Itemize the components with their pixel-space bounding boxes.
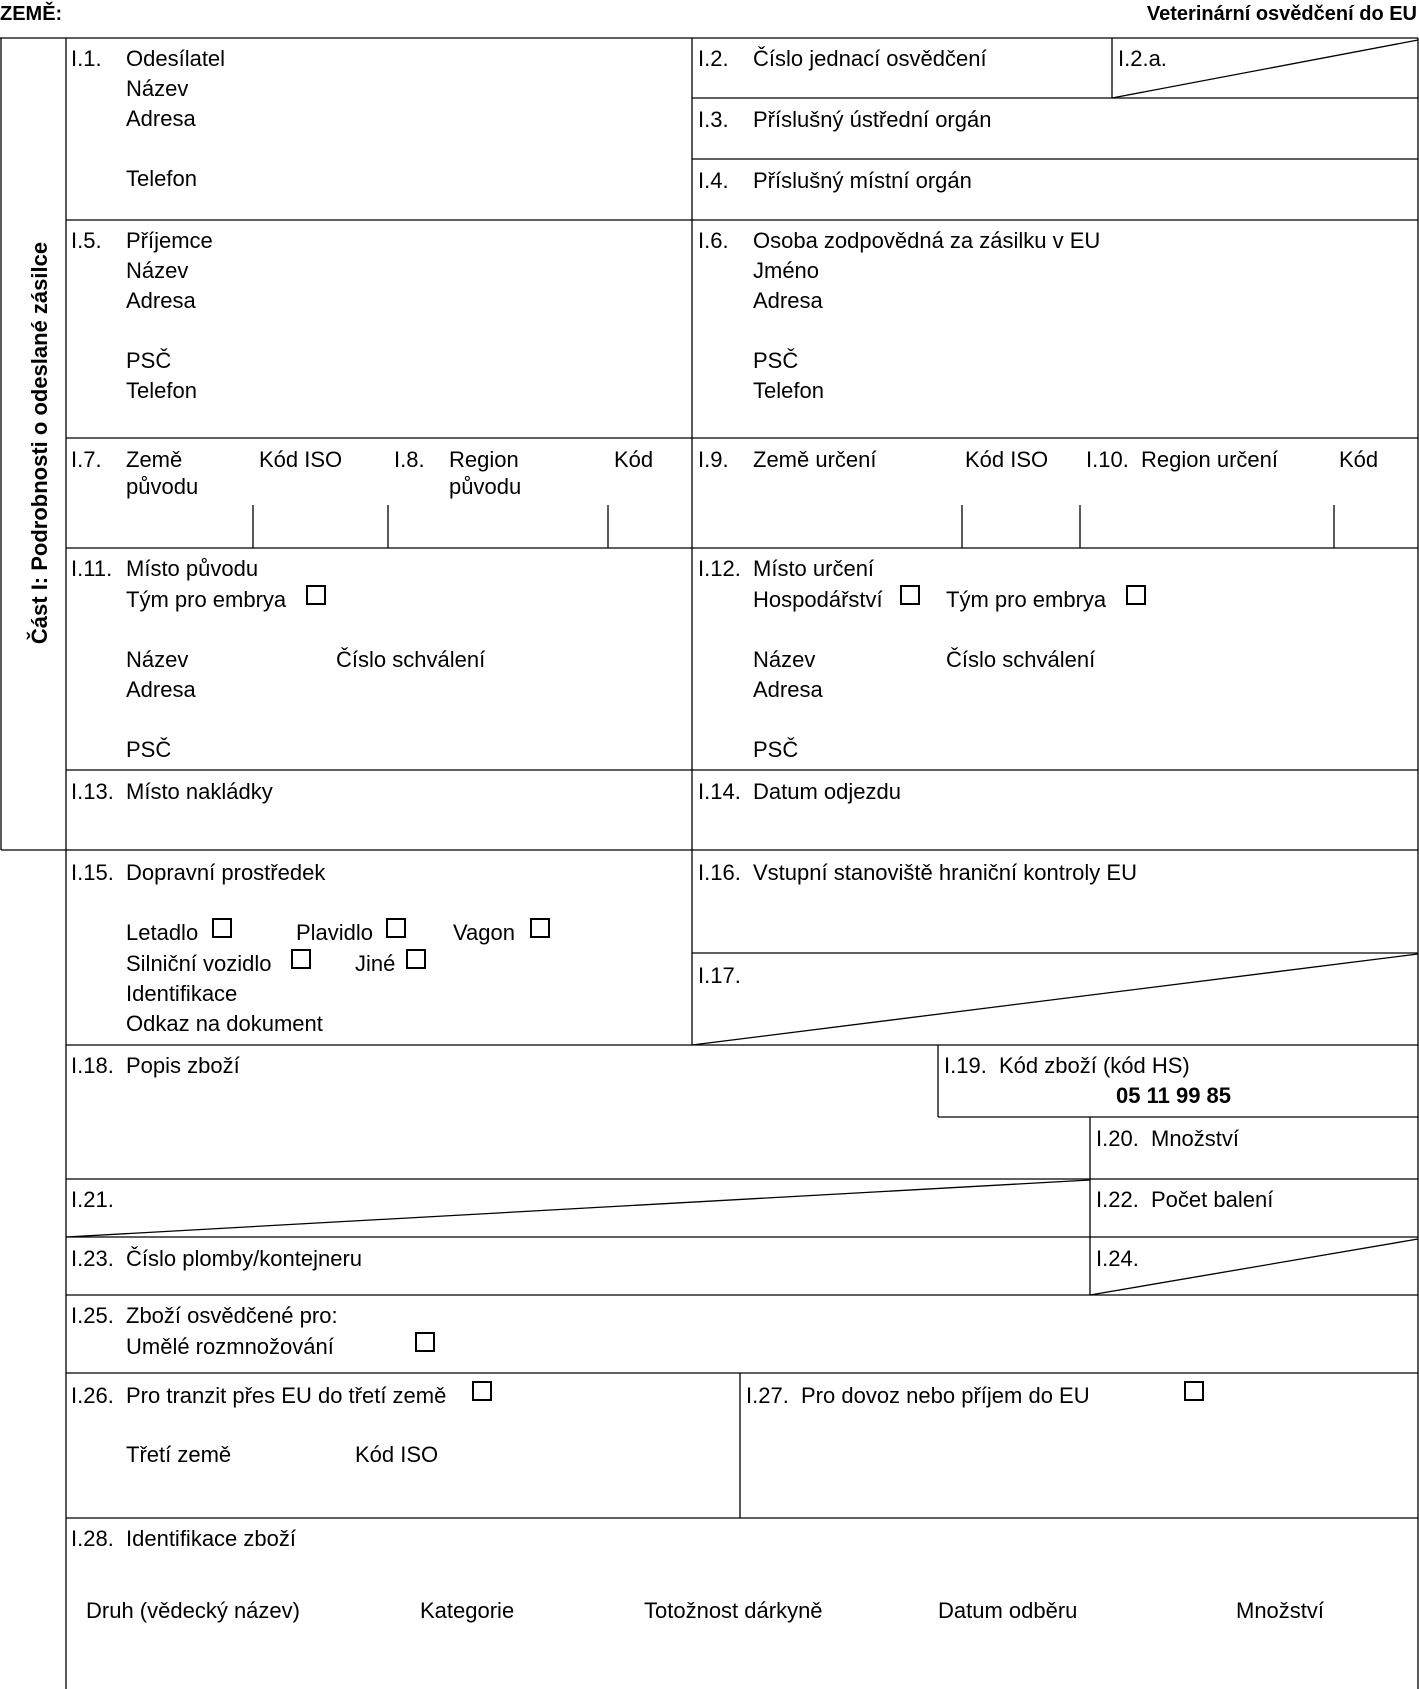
- transport-road-checkbox[interactable]: [291, 949, 311, 969]
- box-number: I.11.: [71, 556, 113, 581]
- box-number: I.22.: [1096, 1187, 1139, 1212]
- box-number: I.24.: [1096, 1246, 1139, 1271]
- transport-road-label: Silniční vozidlo: [126, 951, 272, 976]
- transit-checkbox[interactable]: [472, 1381, 492, 1401]
- artificial-reproduction-checkbox[interactable]: [415, 1332, 435, 1352]
- origin-region-code-label: Kód: [614, 447, 654, 472]
- consignee-phone-label: Telefon: [126, 378, 197, 403]
- box-number: I.2.: [698, 46, 729, 71]
- place-of-destination-label: Místo určení: [753, 556, 875, 581]
- transport-ship-checkbox[interactable]: [386, 918, 406, 938]
- goods-description-label: Popis zboží: [126, 1053, 240, 1078]
- transport-wagon-label: Vagon: [453, 920, 515, 945]
- place-of-loading-label: Místo nakládky: [126, 779, 273, 804]
- consignee-zip-label: PSČ: [126, 348, 172, 373]
- consignor-phone-label: Telefon: [126, 166, 197, 191]
- destination-embryo-team-label: Tým pro embrya: [946, 587, 1107, 612]
- country-of-origin-label: Země: [126, 447, 183, 472]
- consignor-label: Odesílatel: [126, 46, 226, 71]
- origin-embryo-team-checkbox[interactable]: [306, 585, 326, 605]
- destination-region-label: Region určení: [1141, 447, 1278, 472]
- box-number: I.12.: [698, 556, 741, 581]
- seal-container-number-label: Číslo plomby/kontejneru: [126, 1246, 363, 1271]
- artificial-reproduction-label: Umělé rozmnožování: [126, 1334, 334, 1359]
- transport-other-label: Jiné: [355, 951, 396, 976]
- box-number: I.26.: [71, 1383, 114, 1408]
- central-authority-label: Příslušný ústřední orgán: [753, 107, 992, 132]
- transport-other-checkbox[interactable]: [406, 949, 426, 969]
- departure-date-label: Datum odjezdu: [753, 779, 901, 804]
- destination-embryo-team-checkbox[interactable]: [1126, 585, 1146, 605]
- import-label: Pro dovoz nebo příjem do EU: [801, 1383, 1090, 1408]
- origin-address-label: Adresa: [126, 677, 196, 702]
- quantity-column-header: Množství: [1236, 1598, 1325, 1623]
- origin-zip-label: PSČ: [126, 737, 172, 762]
- destination-name-label: Název: [753, 647, 816, 672]
- origin-embryo-team-label: Tým pro embrya: [126, 587, 287, 612]
- transport-plane-checkbox[interactable]: [212, 918, 232, 938]
- responsible-person-zip-label: PSČ: [753, 348, 799, 373]
- responsible-person-name-label: Jméno: [753, 258, 820, 283]
- certificate-reference-label: Číslo jednací osvědčení: [753, 46, 987, 71]
- consignee-address-label: Adresa: [126, 288, 196, 313]
- country-label: ZEMĚ:: [0, 3, 63, 25]
- consignor-name-label: Název: [126, 76, 189, 101]
- box-number: I.17.: [698, 963, 741, 988]
- box-number: I.5.: [71, 228, 102, 253]
- destination-farm-checkbox[interactable]: [900, 585, 920, 605]
- box-number: I.16.: [698, 860, 741, 885]
- origin-name-label: Název: [126, 647, 189, 672]
- collection-date-column-header: Datum odběru: [938, 1598, 1078, 1623]
- consignor-address-label: Adresa: [126, 106, 196, 131]
- transit-label: Pro tranzit přes EU do třetí země: [126, 1383, 447, 1408]
- consignee-name-label: Název: [126, 258, 189, 283]
- box-number: I.2.a.: [1118, 46, 1167, 71]
- box-number: I.4.: [698, 168, 729, 193]
- commodity-code-value: 05 11 99 85: [1116, 1083, 1232, 1108]
- box-number: I.18.: [71, 1053, 114, 1078]
- responsible-person-address-label: Adresa: [753, 288, 823, 313]
- box-number: I.13.: [71, 779, 114, 804]
- place-of-origin-label: Místo původu: [126, 556, 259, 581]
- origin-approval-number-label: Číslo schválení: [336, 647, 486, 672]
- transport-document-reference-label: Odkaz na dokument: [126, 1011, 323, 1036]
- quantity-label: Množství: [1151, 1126, 1240, 1151]
- certificate-title: Veterinární osvědčení do EU: [1146, 3, 1417, 25]
- third-country-label: Třetí země: [126, 1442, 232, 1467]
- goods-identification-label: Identifikace zboží: [126, 1526, 296, 1551]
- box-number: I.27.: [746, 1383, 789, 1408]
- box-number: I.8.: [394, 447, 425, 472]
- category-column-header: Kategorie: [420, 1598, 515, 1623]
- border-control-post-label: Vstupní stanoviště hraniční kontroly EU: [753, 860, 1137, 885]
- destination-iso-code-label: Kód ISO: [965, 447, 1049, 472]
- box-number: I.15.: [71, 860, 114, 885]
- destination-region-code-label: Kód: [1339, 447, 1379, 472]
- destination-address-label: Adresa: [753, 677, 823, 702]
- box-number: I.14.: [698, 779, 741, 804]
- transport-identification-label: Identifikace: [126, 981, 238, 1006]
- country-of-origin-label-2: původu: [126, 474, 199, 499]
- responsible-person-label: Osoba zodpovědná za zásilku v EU: [753, 228, 1101, 253]
- origin-iso-code-label: Kód ISO: [259, 447, 343, 472]
- box-number: I.9.: [698, 447, 729, 472]
- commodity-code-label: Kód zboží (kód HS): [999, 1053, 1190, 1078]
- region-of-origin-label-2: původu: [449, 474, 522, 499]
- box-number: I.23.: [71, 1246, 114, 1271]
- third-country-iso-label: Kód ISO: [355, 1442, 439, 1467]
- box-number: I.10.: [1086, 447, 1129, 472]
- box-number: I.28.: [71, 1526, 114, 1551]
- species-column-header: Druh (vědecký název): [86, 1598, 300, 1623]
- part1-label: Část I: Podrobnosti o odeslané zásilce: [27, 241, 52, 645]
- box-number: I.3.: [698, 107, 729, 132]
- box-number: I.6.: [698, 228, 729, 253]
- transport-plane-label: Letadlo: [126, 920, 199, 945]
- destination-country-label: Země určení: [753, 447, 877, 472]
- donor-identity-column-header: Totožnost dárkyně: [644, 1598, 823, 1623]
- responsible-person-phone-label: Telefon: [753, 378, 824, 403]
- box-number: I.1.: [71, 46, 102, 71]
- destination-farm-label: Hospodářství: [753, 587, 883, 612]
- transport-wagon-checkbox[interactable]: [530, 918, 550, 938]
- box-number: I.21.: [71, 1187, 114, 1212]
- destination-zip-label: PSČ: [753, 737, 799, 762]
- consignee-label: Příjemce: [126, 228, 213, 253]
- number-of-packages-label: Počet balení: [1151, 1187, 1274, 1212]
- box-number: I.19.: [944, 1053, 987, 1078]
- region-of-origin-label: Region: [449, 447, 519, 472]
- means-of-transport-label: Dopravní prostředek: [126, 860, 326, 885]
- box-number: I.25.: [71, 1303, 114, 1328]
- transport-ship-label: Plavidlo: [296, 920, 374, 945]
- import-checkbox[interactable]: [1184, 1381, 1204, 1401]
- box-number: I.7.: [71, 447, 102, 472]
- destination-approval-number-label: Číslo schválení: [946, 647, 1096, 672]
- certified-for-label: Zboží osvědčené pro:: [126, 1303, 338, 1328]
- box-number: I.20.: [1096, 1126, 1139, 1151]
- local-authority-label: Příslušný místní orgán: [753, 168, 972, 193]
